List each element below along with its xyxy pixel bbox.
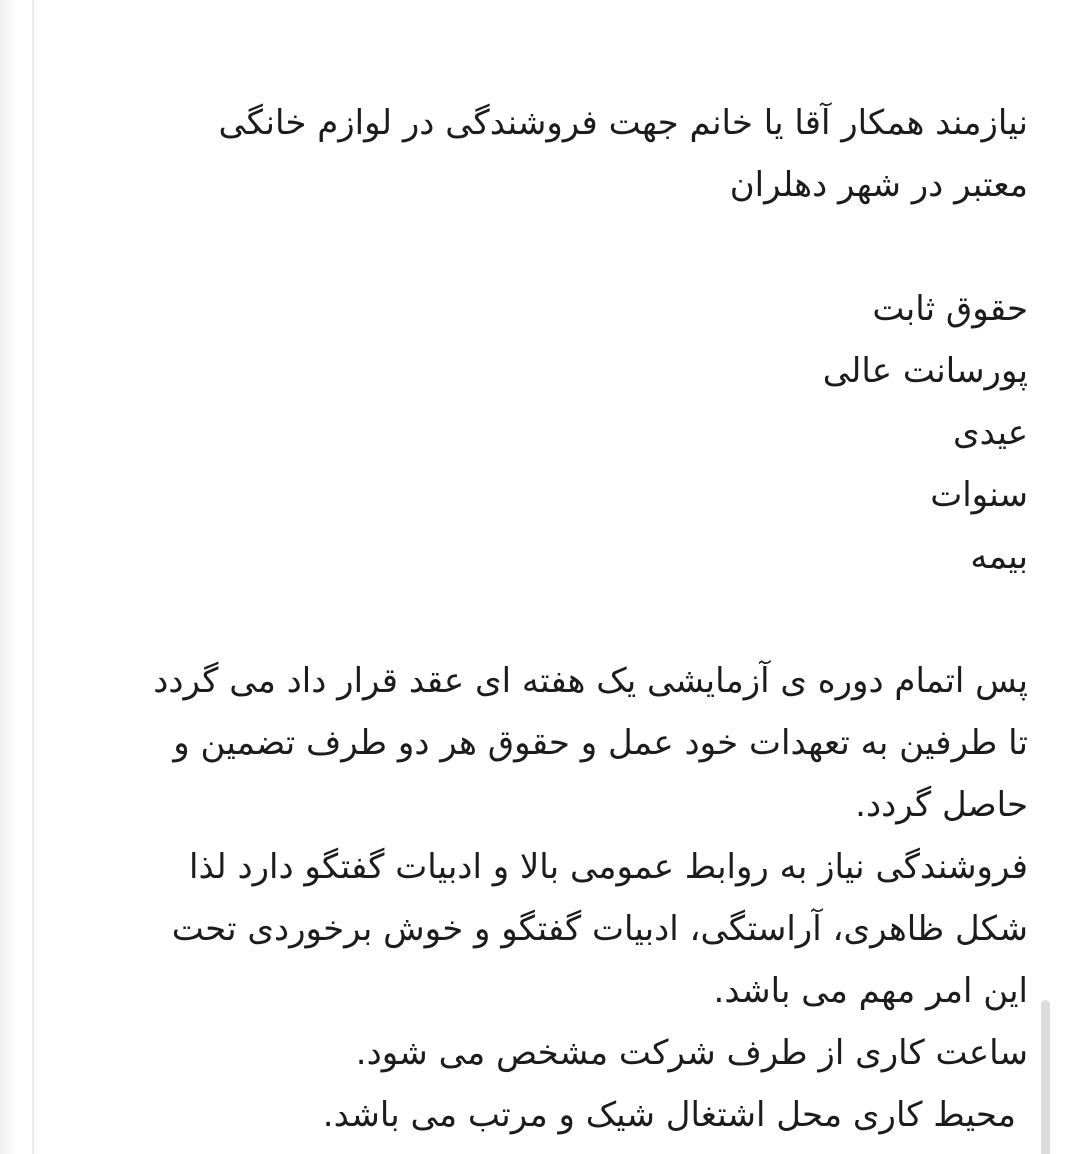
body-line: فروشندگی نیاز به روابط عمومی بالا و ادبیات گفتگو دارد لذا <box>189 847 1028 887</box>
benefit-item: سنوات <box>930 475 1028 515</box>
benefit-item: بیمه <box>970 537 1028 577</box>
body-line: حاصل گردد. <box>855 785 1028 825</box>
body-line-last: محیط کاری محل اشتغال شیک و مرتب می باشد. <box>322 1095 1016 1135</box>
body-line: تا طرفین به تعهدات خود عمل و حقوق هر دو طرف تضمین و <box>173 723 1028 763</box>
body-line: ساعت کاری از طرف شرکت مشخص می شود. <box>355 1033 1028 1073</box>
left-edge-divider <box>32 0 34 1154</box>
spacer <box>62 216 1028 278</box>
spacer <box>62 588 1028 650</box>
scrollbar-thumb[interactable] <box>1041 1000 1050 1154</box>
body-line: این امر مهم می باشد. <box>713 971 1028 1011</box>
title-line-1: نیازمند همکار آقا یا خانم جهت فروشندگی در لوازم خانگی <box>218 103 1028 143</box>
benefit-item: حقوق ثابت <box>872 289 1028 329</box>
post-text <box>62 92 1028 1146</box>
left-edge-shadow <box>0 0 18 1154</box>
benefit-item: پورسانت عالی <box>822 351 1028 391</box>
body-line: شکل ظاهری، آراستگی، ادبیات گفتگو و خوش برخوردی تحت <box>171 909 1028 949</box>
benefit-item: عیدی <box>952 413 1028 453</box>
title-line-2: معتبر در شهر دهلران <box>729 165 1028 205</box>
body-line: پس اتمام دوره ی آزمایشی یک هفته ای عقد قرار داد می گردد <box>153 661 1028 701</box>
